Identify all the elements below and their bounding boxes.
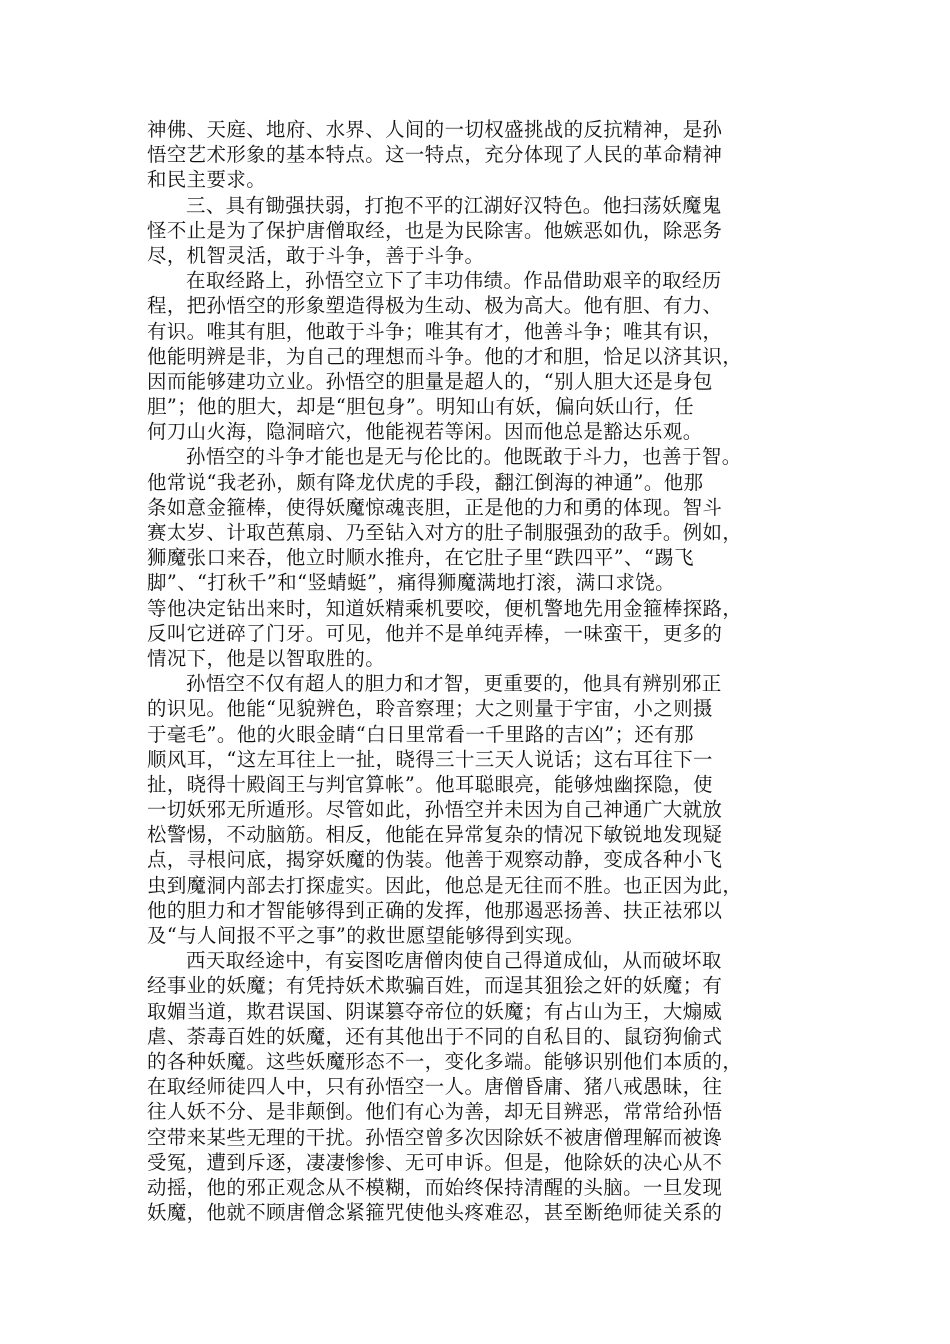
text-line: 虐、荼毒百姓的妖魔，还有其他出于不同的自私目的、鼠窃狗偷式 <box>147 1024 723 1048</box>
text-line: 一切妖邪无所遁形。尽管如此，孙悟空并未因为自己神通广大就放 <box>147 798 723 822</box>
text-line: 虫到魔洞内部去打探虚实。因此，他总是无往而不胜。也正因为此， <box>147 873 743 897</box>
text-line: 顺风耳，“这左耳往上一扯，晓得三十三天人说话；这右耳往下一 <box>147 747 713 771</box>
text-line: 何刀山火海，隐洞暗穴，他能视若等闲。因而他总是豁达乐观。 <box>147 420 703 444</box>
text-line: 胆”；他的胆大，却是“胆包身”。明知山有妖，偏向妖山行，任 <box>147 395 694 419</box>
text-line: 反叫它迸碎了门牙。可见，他并不是单纯弄棒，一味蛮干，更多的 <box>147 621 723 645</box>
text-line: 他能明辨是非，为自己的理想而斗争。他的才和胆，恰足以济其识， <box>147 344 743 368</box>
paragraph-start-line: 孙悟空的斗争才能也是无与伦比的。他既敢于斗力，也善于智。 <box>186 445 742 469</box>
text-line: 空带来某些无理的干扰。孙悟空曾多次因除妖不被唐僧理解而被谗 <box>147 1125 723 1149</box>
text-line: 取媚当道，欺君误国、阴谋篡夺帝位的妖魔；有占山为王，大煽威 <box>147 999 723 1023</box>
text-line: 情况下，他是以智取胜的。 <box>147 646 386 670</box>
paragraph-start-line: 三、具有锄强扶弱，打抱不平的江湖好汉特色。他扫荡妖魔鬼 <box>186 193 722 217</box>
text-line: 怪不止是为了保护唐僧取经，也是为民除害。他嫉恶如仇，除恶务 <box>147 218 723 242</box>
paragraph-start-line: 在取经路上，孙悟空立下了丰功伟绩。作品借助艰辛的取经历 <box>186 269 722 293</box>
text-line: 脚”、“打秋千”和“竖蜻蜓”，痛得狮魔满地打滚，满口求饶。 <box>147 571 675 595</box>
paragraph-start-line: 西天取经途中，有妄图吃唐僧肉使自己得道成仙，从而破坏取 <box>186 949 722 973</box>
text-line: 尽，机智灵活，敢于斗争，善于斗争。 <box>147 243 485 267</box>
text-line: 的各种妖魔。这些妖魔形态不一，变化多端。能够识别他们本质的， <box>147 1049 743 1073</box>
text-line: 动摇，他的邪正观念从不模糊，而始终保持清醒的头脑。一旦发现 <box>147 1175 723 1199</box>
text-line: 受冤，遭到斥逐，凄凄惨惨、无可申诉。但是，他除妖的决心从不 <box>147 1150 723 1174</box>
text-line: 他常说“我老孙，颇有降龙伏虎的手段，翻江倒海的神通”。他那 <box>147 470 704 494</box>
text-line: 狮魔张口来吞，他立时顺水推舟，在它肚子里“跌四平”、“踢飞 <box>147 546 694 570</box>
text-line: 神佛、天庭、地府、水界、人间的一切权盛挑战的反抗精神，是孙 <box>147 118 723 141</box>
text-line: 有识。唯其有胆，他敢于斗争；唯其有才，他善斗争；唯其有识， <box>147 319 723 343</box>
text-line: 往人妖不分、是非颠倒。他们有心为善，却无目辨恶，常常给孙悟 <box>147 1100 723 1124</box>
document-body <box>147 117 827 1225</box>
text-line: 的识见。他能“见貌辨色，聆音察理；大之则量于宇宙，小之则摄 <box>147 697 713 721</box>
text-line: 和民主要求。 <box>147 168 267 192</box>
text-line: 松警惕，不动脑筋。相反，他能在异常复杂的情况下敏锐地发现疑 <box>147 823 723 847</box>
text-line: 在取经师徒四人中，只有孙悟空一人。唐僧昏庸、猪八戒愚昧，往 <box>147 1075 723 1099</box>
text-line: 及“与人间报不平之事”的救世愿望能够得到实现。 <box>147 924 585 947</box>
text-line: 妖魔，他就不顾唐僧念紧箍咒使他头疼难忍，甚至断绝师徒关系的 <box>147 1201 723 1225</box>
text-line: 条如意金箍棒，使得妖魔惊魂丧胆，正是他的力和勇的体现。智斗 <box>147 495 723 519</box>
text-line: 点，寻根问底，揭穿妖魔的伪装。他善于观察动静，变成各种小飞 <box>147 848 723 872</box>
text-line: 因而能够建功立业。孙悟空的胆量是超人的，“别人胆大还是身包 <box>147 369 713 393</box>
text-line: 等他决定钻出来时，知道妖精乘机要咬，便机警地先用金箍棒探路， <box>147 596 743 620</box>
text-line: 扯，晓得十殿阎王与判官算帐”。他耳聪眼亮，能够烛幽探隐，使 <box>147 772 713 796</box>
text-line: 他的胆力和才智能够得到正确的发挥，他那遏恶扬善、扶正祛邪以 <box>147 898 723 922</box>
text-line: 悟空艺术形象的基本特点。这一特点，充分体现了人民的革命精神 <box>147 143 723 167</box>
text-line: 经事业的妖魔；有凭持妖术欺骗百姓，而逞其狙狯之奸的妖魔；有 <box>147 974 723 998</box>
text-line: 程，把孙悟空的形象塑造得极为生动、极为高大。他有胆、有力、 <box>147 294 723 318</box>
paragraph-start-line: 孙悟空不仅有超人的胆力和才智，更重要的，他具有辨别邪正 <box>186 672 722 696</box>
text-line: 于毫毛”。他的火眼金睛“白日里常看一千里路的吉凶”；还有那 <box>147 722 694 746</box>
text-line: 赛太岁、计取芭蕉扇、乃至钻入对方的肚子制服强劲的敌手。例如， <box>147 521 743 544</box>
